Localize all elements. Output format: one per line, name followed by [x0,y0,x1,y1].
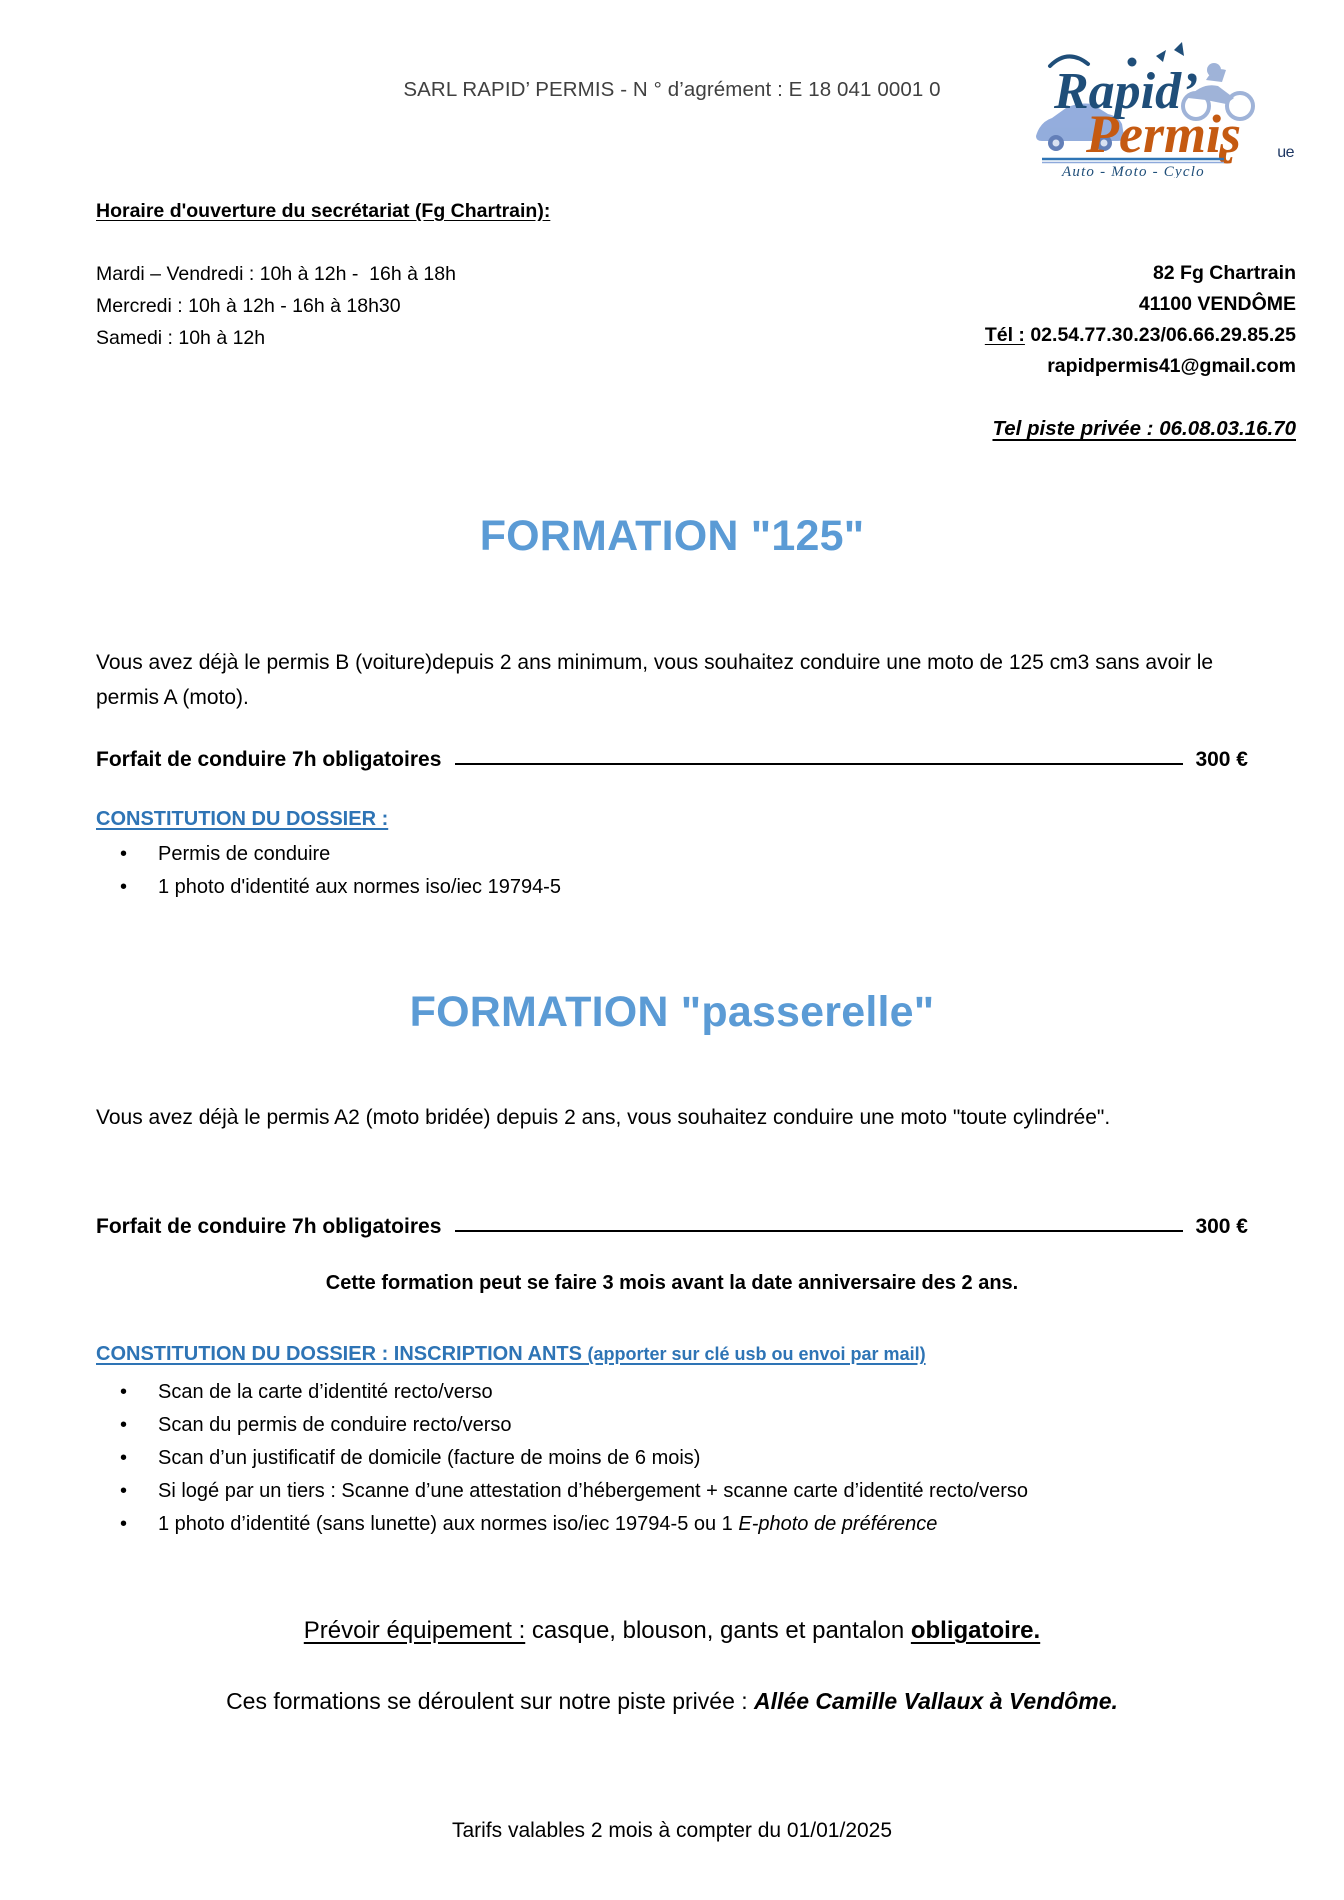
dossier-heading-main: CONSTITUTION DU DOSSIER : INSCRIPTION ANTS [96,1343,588,1365]
list-item-text: Scan d’un justificatif de domicile (facture de moins de 6 mois) [158,1447,701,1469]
equipment-line [0,1617,1344,1645]
price-value: 300 € [1195,1215,1248,1238]
list-item-text-italic: E-photo de préférence [738,1513,938,1535]
bullet-dot-icon: • [120,1513,128,1535]
agrement-line: SARL RAPID’ PERMIS - N ° d’agrément : E 18 041 0001 0 [403,78,941,101]
list-item [96,1409,1256,1442]
dossier-heading-passerelle [96,1343,926,1366]
dossier-heading-125: CONSTITUTION DU DOSSIER : [96,808,389,830]
bullet-dot-icon: • [120,1414,128,1436]
list-item-text: 1 photo d'identité aux normes iso/iec 19794-5 [158,876,561,898]
price-leader-line [455,762,1183,765]
list-item-text: Si logé par un tiers : Scanne d’une attestation d’hébergement + scanne carte d’identité recto/verso [158,1480,1028,1502]
price-value: 300 € [1195,748,1248,771]
dossier-heading-sub: (apporter sur clé usb ou envoi par mail) [587,1344,926,1364]
price-row-125 [96,748,1248,772]
section-125-paragraph: Vous avez déjà le permis B (voiture)depuis 2 ans minimum, vous souhaitez conduire une moto de 125 cm3 sans avoir le permis A (moto). [96,651,1214,709]
address-street: 82 Fg Chartrain [1152,262,1296,284]
price-row-passerelle [96,1215,1248,1239]
price-label: Forfait de conduire 7h obligatoires [96,1215,442,1238]
bullet-dot-icon: • [120,843,128,865]
logo-text-fragment: ue [1277,144,1294,161]
bullet-dot-icon: • [120,1480,128,1502]
track-location-prefix: Ces formations se déroulent sur notre piste privée : [226,1688,755,1714]
hours-line: Mercredi : 10h à 12h - 16h à 18h30 [96,295,401,317]
passerelle-note: Cette formation peut se faire 3 mois avant la date anniversaire des 2 ans. [325,1272,1019,1294]
hours-line: Samedi : 10h à 12h [96,327,266,349]
list-item [96,1376,1256,1409]
private-track-label: Tel piste privée : [992,417,1154,440]
equipment-items: casque, blouson, gants et pantalon [525,1617,911,1644]
phone-label: Tél : [984,324,1025,346]
private-track-phone [992,417,1296,441]
logo-graphic [1028,28,1296,178]
email-address[interactable]: rapidpermis41@gmail.com [1047,355,1296,377]
svg-text:Rapid’: Rapid’ [1054,63,1199,120]
private-track-number: 06.08.03.16.70 [1153,417,1296,440]
svg-text:ʂ: ʂ [1220,104,1242,164]
equipment-label: Prévoir équipement : [303,1617,526,1644]
section-passerelle-paragraph: Vous avez déjà le permis A2 (moto bridée) depuis 2 ans, vous souhaitez conduire une moto "toute cylindrée". [96,1106,1111,1129]
dossier-list-passerelle [96,1376,1256,1541]
section-title-passerelle: FORMATION "passerelle" [409,988,935,1036]
opening-hours-title: Horaire d'ouverture du secrétariat (Fg Chartrain): [96,200,551,222]
list-item-text: Scan de la carte d’identité recto/verso [158,1381,493,1403]
list-item-text: Permis de conduire [158,843,331,865]
tariff-validity-note: Tarifs valables 2 mois à compter du 01/01/2025 [451,1819,893,1842]
list-item [96,1442,1256,1475]
opening-hours-list [96,258,456,354]
list-item [96,871,1256,904]
bullet-dot-icon: • [120,1447,128,1469]
price-label: Forfait de conduire 7h obligatoires [96,748,442,771]
list-item [96,838,1256,871]
list-item-text: 1 photo d’identité (sans lunette) aux normes iso/iec 19794-5 ou 1 [158,1513,739,1535]
company-logo [1028,28,1296,178]
price-leader-line [455,1229,1183,1232]
list-item [96,1475,1256,1508]
bullet-dot-icon: • [120,1381,128,1403]
bullet-dot-icon: • [120,876,128,898]
logo-tagline-text: Auto - Moto - Cyclo [1062,164,1205,178]
phone-numbers: 02.54.77.30.23/06.66.29.85.25 [1024,324,1296,346]
track-location-line [0,1688,1344,1715]
list-item [96,1508,1256,1541]
svg-text:Permi: Permi [1086,104,1221,164]
hours-line: Mardi – Vendredi : 10h à 12h - 16h à 18h [96,263,456,285]
phone-line [985,320,1296,351]
track-location-address: Allée Camille Vallaux à Vendôme. [754,1688,1118,1714]
section-title-125: FORMATION "125" [479,512,865,560]
equipment-mandatory: obligatoire. [910,1617,1041,1644]
dossier-list-125 [96,838,1256,904]
contact-block [985,258,1296,382]
address-city: 41100 VENDÔME [1138,293,1296,315]
list-item-text: Scan du permis de conduire recto/verso [158,1414,512,1436]
